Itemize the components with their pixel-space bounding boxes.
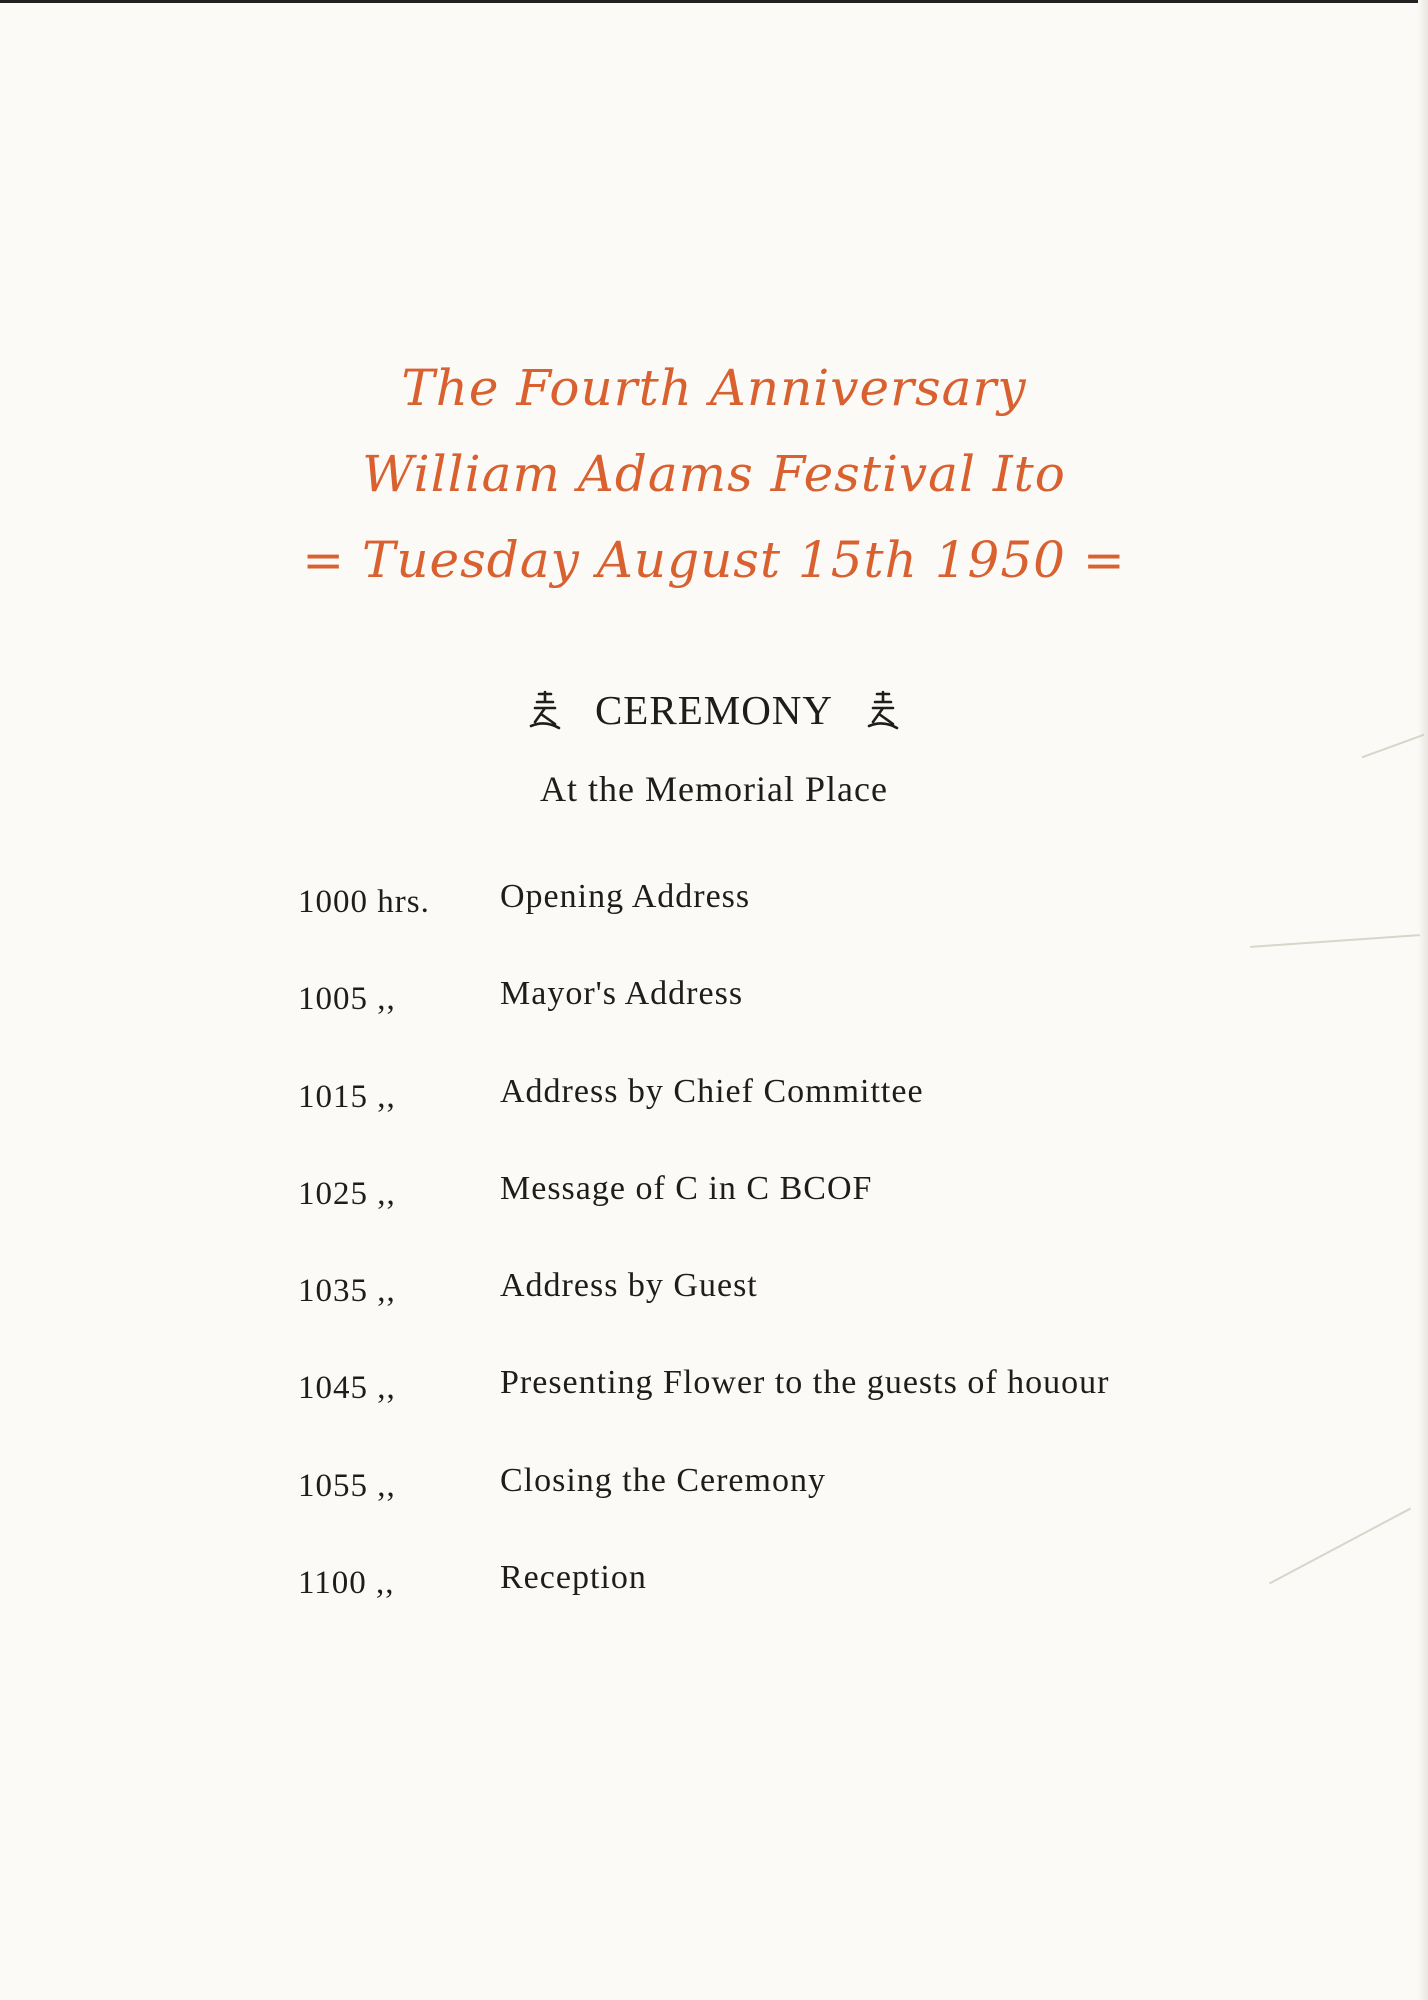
schedule-row [298, 1364, 1298, 1461]
schedule-row [298, 1559, 1298, 1656]
schedule-time: 1015 ,, [298, 1078, 396, 1115]
schedule-event: Opening Address [500, 878, 751, 915]
schedule-time: 1055 ,, [298, 1467, 396, 1504]
schedule-row [298, 878, 1298, 975]
schedule-event: Message of C in C BCOF [500, 1169, 873, 1207]
schedule-time: 1045 ,, [298, 1370, 396, 1407]
right-edge-shadow [1418, 0, 1428, 2000]
schedule-event: Closing the Ceremony [500, 1461, 826, 1499]
schedule-time: 1005 ,, [298, 981, 396, 1018]
schedule-row [298, 975, 1298, 1072]
chinese-character-ornament-icon [523, 688, 567, 732]
title-line-festival: William Adams Festival Ito [362, 445, 1066, 503]
schedule-list [298, 878, 1298, 1656]
schedule-row [298, 1267, 1298, 1364]
schedule-time: 1000 hrs. [298, 884, 430, 920]
section-heading-row [0, 680, 1428, 740]
schedule-event: Address by Guest [500, 1267, 758, 1305]
schedule-row [298, 1462, 1298, 1559]
top-edge [0, 0, 1428, 3]
schedule-row [298, 1170, 1298, 1267]
title-line-date: = Tuesday August 15th 1950 = [302, 531, 1126, 589]
section-subheading: At the Memorial Place [540, 769, 888, 809]
schedule-row [298, 1073, 1298, 1170]
schedule-event: Address by Chief Committee [500, 1072, 924, 1110]
schedule-event: Mayor's Address [500, 975, 744, 1013]
schedule-time: 1025 ,, [298, 1175, 396, 1212]
schedule-time: 1100 ,, [298, 1565, 395, 1602]
program-title [0, 345, 1428, 603]
chinese-character-ornament-icon [861, 688, 905, 732]
schedule-event: Presenting Flower to the guests of houour [500, 1364, 1110, 1402]
schedule-time: 1035 ,, [298, 1273, 396, 1310]
section-heading: CEREMONY [594, 687, 834, 733]
schedule-event: Reception [500, 1559, 647, 1597]
title-line-anniversary: The Fourth Anniversary [401, 359, 1027, 417]
